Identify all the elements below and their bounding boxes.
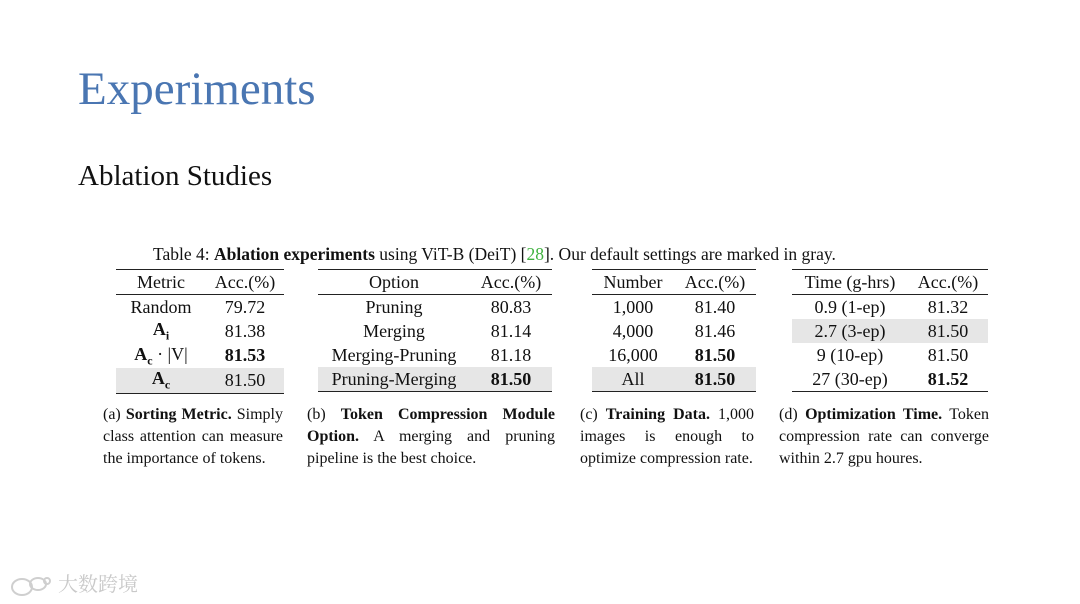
column-header: Acc.(%) xyxy=(470,270,552,295)
row-label: Merging xyxy=(363,320,425,341)
subcaption-c: (c) Training Data. 1,000 images is enough to optimize compression rate. xyxy=(580,406,755,467)
row-value: 81.50 xyxy=(927,344,969,365)
table-row xyxy=(592,343,756,367)
table-row-default xyxy=(318,367,552,392)
subcaption-b: (b) Token Compression Module Option. A merging and pruning pipeline is the best choice. xyxy=(307,406,556,467)
row-label: 27 (30-ep) xyxy=(792,367,908,392)
table-row xyxy=(592,319,756,343)
subcaption-a: (a) Sorting Metric. Simply class attention can measure the importance of tokens. xyxy=(103,406,283,467)
row-value: 79.72 xyxy=(224,296,266,317)
table-row xyxy=(792,295,988,320)
row-value: 81.50 xyxy=(908,319,988,343)
row-label: $A_c \cdot |V|$ xyxy=(134,343,188,368)
row-value: 81.50 xyxy=(674,367,756,392)
row-label: 0.9 (1-ep) xyxy=(814,296,886,317)
row-label: 1,000 xyxy=(612,296,654,317)
caption-suffix: ]. Our default settings are marked in gray. xyxy=(543,244,836,264)
row-label: Merging-Pruning xyxy=(331,344,457,365)
table-optimization-time xyxy=(792,269,988,392)
table-row xyxy=(116,344,284,369)
table-training-data xyxy=(592,269,756,392)
row-value: 81.46 xyxy=(694,320,736,341)
row-value: 81.53 xyxy=(224,345,266,366)
row-label: 9 (10-ep) xyxy=(816,344,884,365)
row-value: 81.18 xyxy=(490,344,532,365)
table-row-default xyxy=(116,368,284,393)
row-label: Random xyxy=(130,296,192,317)
watermark-text: 大数跨境 xyxy=(58,572,138,596)
row-value: 81.38 xyxy=(224,320,266,341)
caption-bold: Ablation experiments xyxy=(213,244,375,264)
table-row xyxy=(792,367,988,392)
row-value: 81.50 xyxy=(470,367,552,392)
caption-mid: using ViT-B (DeiT) [ xyxy=(374,244,527,264)
row-value: 80.83 xyxy=(490,296,532,317)
column-header: Acc.(%) xyxy=(674,270,756,295)
citation-link[interactable]: 28 xyxy=(526,244,544,264)
table-row xyxy=(318,343,552,367)
row-label: 16,000 xyxy=(608,344,658,365)
row-value: 81.52 xyxy=(908,367,988,392)
table-row xyxy=(116,295,284,320)
table-row xyxy=(318,319,552,343)
slide-subtitle: Ablation Studies xyxy=(78,160,273,192)
table-row-default xyxy=(592,367,756,392)
row-label: Pruning xyxy=(365,296,423,317)
table-row xyxy=(792,343,988,367)
subcaption-d: (d) Optimization Time. Token compression rate can converge within 2.7 gpu houres. xyxy=(779,406,990,467)
column-header: Metric xyxy=(116,270,206,295)
row-label: $A_i$ xyxy=(152,319,170,343)
table-row xyxy=(318,295,552,320)
column-header: Acc.(%) xyxy=(206,270,284,295)
row-label: 2.7 (3-ep) xyxy=(792,319,908,343)
column-header: Number xyxy=(592,270,674,295)
row-label: All xyxy=(592,367,674,392)
column-header: Acc.(%) xyxy=(908,270,988,295)
slide-title: Experiments xyxy=(78,63,316,115)
row-label: Pruning-Merging xyxy=(318,367,470,392)
table-row-default xyxy=(792,319,988,343)
row-value: 81.32 xyxy=(927,296,969,317)
column-header: Option xyxy=(318,270,470,295)
row-value: 81.50 xyxy=(694,344,736,365)
row-label: 4,000 xyxy=(612,320,654,341)
row-value: 81.40 xyxy=(694,296,736,317)
column-header: Time (g-hrs) xyxy=(792,270,908,295)
table-module-option xyxy=(318,269,552,392)
table-caption xyxy=(153,244,836,265)
row-label: $A_c$ xyxy=(116,368,206,393)
caption-prefix: Table 4: xyxy=(153,244,214,264)
chat-bubbles-logo-icon xyxy=(10,572,58,596)
row-value: 81.50 xyxy=(206,368,284,393)
table-sorting-metric xyxy=(116,269,284,394)
table-row xyxy=(116,319,284,344)
table-row xyxy=(592,295,756,320)
watermark xyxy=(10,568,138,598)
row-value: 81.14 xyxy=(490,320,532,341)
